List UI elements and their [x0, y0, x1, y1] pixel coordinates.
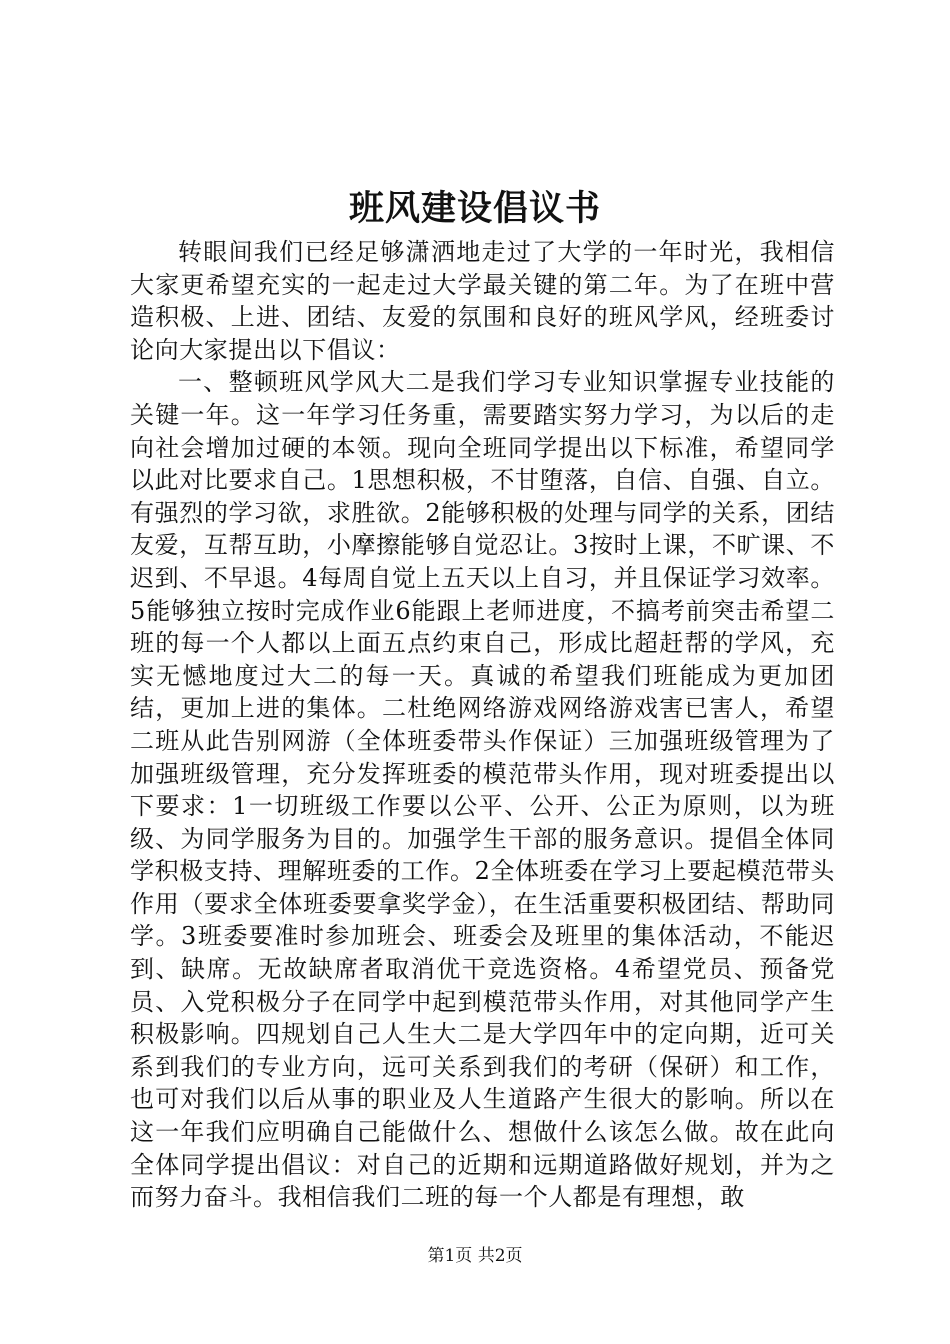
document-body: [130, 236, 835, 1214]
paragraph-intro: 转眼间我们已经足够潇洒地走过了大学的一年时光，我相信大家更希望充实的一起走过大学最关键的第二年。为了在班中营造积极、上进、团结、友爱的氛围和良好的班风学风，经班委讨论向大家提出以下倡议：: [130, 238, 835, 364]
document-title: 班风建设倡议书: [348, 188, 601, 229]
paragraph-main: 一、整顿班风学风大二是我们学习专业知识掌握专业技能的关键一年。这一年学习任务重，需要踏实努力学习，为以后的走向社会增加过硬的本领。现向全班同学提出以下标准，希望同学以此对比要求自己。1思想积极，不甘堕落，自信、自强、自立。有强烈的学习欲，求胜欲。2能够积极的处理与同学的关系，团结友爱，互帮互助，小摩擦能够自觉忍让。3按时上课，不旷课、不迟到、不早退。4每周自觉上五天以上自习，并且保证学习效率。5能够独立按时完成作业6能跟上老师进度，不搞考前突击希望二班的每一个人都以上面五点约束自己，形成比超赶帮的学风，充实无憾地度过大二的每一天。真诚的希望我们班能成为更加团结，更加上进的集体。二杜绝网络游戏网络游戏害已害人，希望二班从此告别网游（全体班委带头作保证）三加强班级管理为了加强班级管理，充分发挥班委的模范带头作用，现对班委提出以下要求：1一切班级工作要以公平、公开、公正为原则，以为班级、为同学服务为目的。加强学生干部的服务意识。提倡全体同学积极支持、理解班委的工作。2全体班委在学习上要起模范带头作用（要求全体班委要拿奖学金），在生活重要积极团结、帮助同学。3班委要准时参加班会、班委会及班里的集体活动，不能迟到、缺席。无故缺席者取消优干竞选资格。4希望党员、预备党员、入党积极分子在同学中起到模范带头作用，对其他同学产生积极影响。四规划自己人生大二是大学四年中的定向期，近可关系到我们的专业方向，远可关系到我们的考研（保研）和工作，也可对我们以后从事的职业及人生道路产生很大的影响。所以在这一年我们应明确自己能做什么、想做什么该怎么做。故在此向全体同学提出倡议：对自己的近期和远期道路做好规划，并为之而努力奋斗。我相信我们二班的每一个人都是有理想，敢: [130, 368, 835, 1212]
page-number-footer: 第1页 共2页: [427, 1246, 523, 1266]
